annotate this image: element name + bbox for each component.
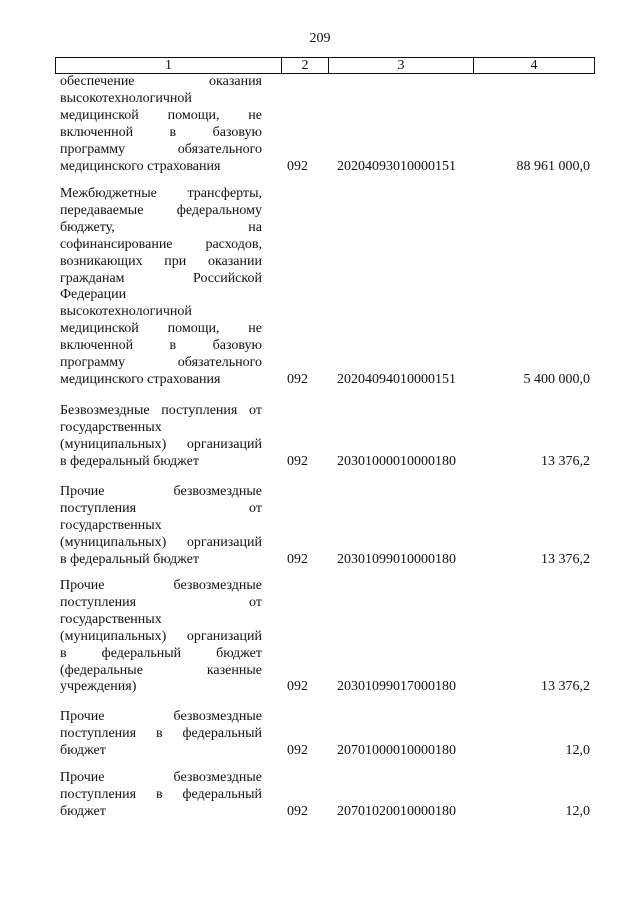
description-line: Межбюджетные трансферты,: [60, 186, 262, 201]
description-line: бюджет: [60, 742, 106, 758]
description-line: Прочие безвозмездные: [60, 484, 262, 499]
header-col-4: 4: [530, 58, 538, 73]
description-line: бюджету, на: [60, 219, 262, 235]
row-description: [60, 709, 262, 760]
description-line: бюджет: [60, 803, 106, 819]
amount-value: 13 376,2: [541, 453, 590, 469]
row-description: [60, 578, 262, 696]
table-row: [60, 578, 590, 696]
description-line: обеспечение оказания: [60, 74, 262, 89]
header-col-3: 3: [397, 58, 405, 73]
description-line: медицинского страхования: [60, 371, 221, 387]
kbk-code: 20204093010000151: [337, 158, 456, 174]
description-line: поступления в федеральный: [60, 786, 262, 802]
admin-code: 092: [287, 803, 308, 819]
description-line: программу обязательного: [60, 355, 262, 371]
description-line: программу обязательного: [60, 141, 262, 157]
table-row: [60, 484, 590, 569]
admin-code: 092: [287, 742, 308, 758]
table-header: [55, 57, 595, 74]
page-number: 209: [309, 31, 331, 46]
kbk-code: 20701020010000180: [337, 803, 456, 819]
description-line: Безвозмездные поступления от: [60, 403, 262, 418]
description-line: софинансирование расходов,: [60, 236, 262, 252]
table-row: [60, 186, 590, 389]
description-line: включенной в базовую: [60, 124, 262, 140]
description-line: в федеральный бюджет: [60, 453, 199, 469]
amount-value: 12,0: [565, 742, 590, 758]
row-description: [60, 74, 262, 175]
table-row: [60, 709, 590, 760]
header-col-2: 2: [301, 58, 309, 73]
amount-value: 12,0: [565, 803, 590, 819]
description-line: высокотехнологичной: [60, 304, 192, 320]
description-line: Федерации: [60, 287, 127, 303]
description-line: государственных: [60, 419, 162, 435]
description-line: поступления от: [60, 500, 262, 516]
amount-value: 88 961 000,0: [516, 158, 590, 174]
amount-value: 13 376,2: [541, 679, 590, 695]
description-line: включенной в базовую: [60, 338, 262, 354]
admin-code: 092: [287, 679, 308, 695]
description-line: государственных: [60, 611, 162, 627]
description-line: (муниципальных) организаций: [60, 436, 262, 452]
description-line: поступления в федеральный: [60, 725, 262, 741]
row-description: [60, 770, 262, 821]
description-line: Прочие безвозмездные: [60, 578, 262, 593]
description-line: Прочие безвозмездные: [60, 709, 262, 724]
description-line: в федеральный бюджет: [60, 645, 262, 661]
kbk-code: 20301099017000180: [337, 679, 456, 695]
admin-code: 092: [287, 453, 308, 469]
description-line: в федеральный бюджет: [60, 551, 199, 567]
description-line: государственных: [60, 517, 162, 533]
description-line: передаваемые федеральному: [60, 202, 262, 218]
description-line: медицинской помощи, не: [60, 107, 262, 123]
amount-value: 13 376,2: [541, 551, 590, 567]
description-line: (муниципальных) организаций: [60, 628, 262, 644]
row-description: [60, 403, 262, 471]
description-line: учреждения): [60, 679, 137, 695]
kbk-code: 20301099010000180: [337, 551, 456, 567]
description-line: медицинской помощи, не: [60, 321, 262, 337]
description-line: (муниципальных) организаций: [60, 534, 262, 550]
description-line: гражданам Российской: [60, 270, 262, 286]
admin-code: 092: [287, 551, 308, 567]
header-col-1: 1: [165, 58, 172, 73]
description-line: возникающих при оказании: [60, 253, 262, 269]
admin-code: 092: [287, 158, 308, 174]
description-line: поступления от: [60, 594, 262, 610]
description-line: Прочие безвозмездные: [60, 770, 262, 785]
description-line: высокотехнологичной: [60, 90, 192, 106]
table-row: [60, 74, 590, 175]
description-line: (федеральные казенные: [60, 662, 262, 678]
kbk-code: 20204094010000151: [337, 371, 456, 387]
row-description: [60, 484, 262, 569]
admin-code: 092: [287, 371, 308, 387]
row-description: [60, 186, 262, 389]
table-row: [60, 770, 590, 821]
kbk-code: 20301000010000180: [337, 453, 456, 469]
amount-value: 5 400 000,0: [523, 371, 590, 387]
description-line: медицинского страхования: [60, 158, 221, 174]
table-row: [60, 403, 590, 471]
kbk-code: 20701000010000180: [337, 742, 456, 758]
